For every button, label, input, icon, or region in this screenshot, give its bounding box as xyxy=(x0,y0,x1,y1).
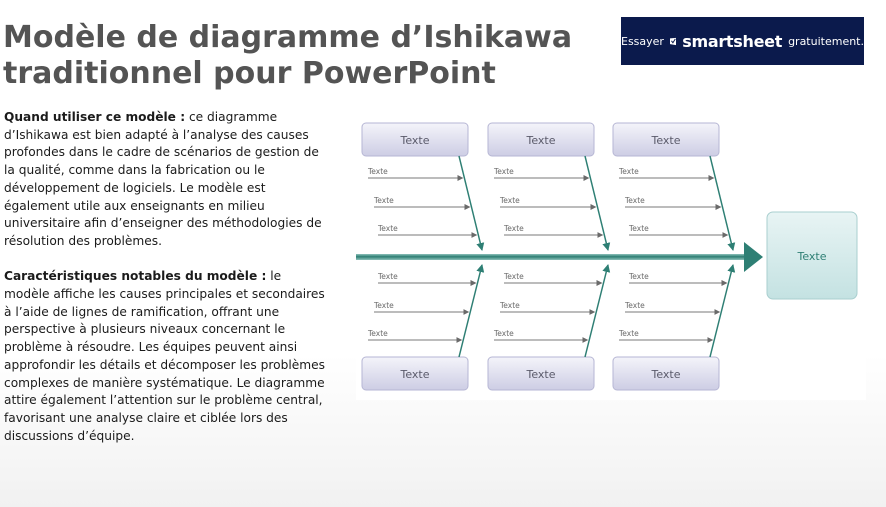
features-heading: Caractéristiques notables du modèle : xyxy=(4,269,267,284)
sub-cause-label: Texte xyxy=(504,224,524,233)
usage-heading: Quand utiliser ce modèle : xyxy=(4,110,186,124)
sub-cause-label: Texte xyxy=(625,196,645,205)
top-category-label: Texte xyxy=(400,134,430,147)
bottom-category-label: Texte xyxy=(651,368,681,381)
cta-suffix: gratuitement. xyxy=(788,34,864,48)
sub-cause-label: Texte xyxy=(494,167,514,176)
sub-cause-label: Texte xyxy=(378,272,398,281)
try-smartsheet-button[interactable] xyxy=(621,17,864,65)
sub-cause-label: Texte xyxy=(368,329,388,338)
sub-cause-label: Texte xyxy=(374,196,394,205)
sub-cause-label: Texte xyxy=(494,329,514,338)
usage-paragraph xyxy=(4,109,326,251)
sub-cause-label: Texte xyxy=(500,301,520,310)
sub-cause-label: Texte xyxy=(629,224,649,233)
bottom-category-label: Texte xyxy=(526,368,556,381)
top-branch-line xyxy=(710,156,733,250)
top-category-label: Texte xyxy=(526,134,556,147)
cta-prefix: Essayer xyxy=(621,34,664,48)
bottom-branch-line xyxy=(710,265,733,357)
features-text: le modèle affiche les causes principales et secondaires à l’aide de lignes de ramification, offrant une perspective à plusieurs niveaux concernant le problème à résoudre. Les équipes peuvent ainsi approfondir les détails et décomposer les problèmes complexes de manière systématique. Le diagramme attire également l’attention sur le problème central, favorisant une analyse claire et ciblée lors des discussions d’équipe. xyxy=(4,269,325,443)
sub-cause-label: Texte xyxy=(378,224,398,233)
sub-cause-label: Texte xyxy=(368,167,388,176)
cta-brand: smartsheet xyxy=(682,31,783,51)
top-branch-line xyxy=(459,156,482,250)
ishikawa-diagram xyxy=(356,112,866,400)
fishbone-svg xyxy=(356,112,866,400)
sub-cause-label: Texte xyxy=(625,301,645,310)
bottom-category-label: Texte xyxy=(400,368,430,381)
bottom-branch-line xyxy=(459,265,482,357)
features-paragraph xyxy=(4,268,326,445)
top-branch-line xyxy=(585,156,608,250)
sub-cause-label: Texte xyxy=(619,167,639,176)
sub-cause-label: Texte xyxy=(374,301,394,310)
sub-cause-label: Texte xyxy=(619,329,639,338)
page-title: Modèle de diagramme d’Ishikawa traditionnel pour PowerPoint xyxy=(3,20,573,91)
smartsheet-check-logo-icon xyxy=(670,34,676,49)
description xyxy=(4,109,326,463)
bottom-branch-line xyxy=(585,265,608,357)
spine-line xyxy=(356,254,748,260)
sub-cause-label: Texte xyxy=(500,196,520,205)
sub-cause-label: Texte xyxy=(504,272,524,281)
sub-cause-label: Texte xyxy=(629,272,649,281)
effect-label: Texte xyxy=(797,250,827,263)
top-category-label: Texte xyxy=(651,134,681,147)
usage-text: ce diagramme d’Ishikawa est bien adapté à l’analyse des causes profondes dans le cadre de scénarios de gestion de la qualité, comme dans la fabrication ou le développement de logiciels. Le modèle est également utile aux enseignants en milieu universitaire afin d’enseigner des méthodologies de résolution des problèmes. xyxy=(4,110,322,248)
spine-arrowhead xyxy=(744,242,763,272)
